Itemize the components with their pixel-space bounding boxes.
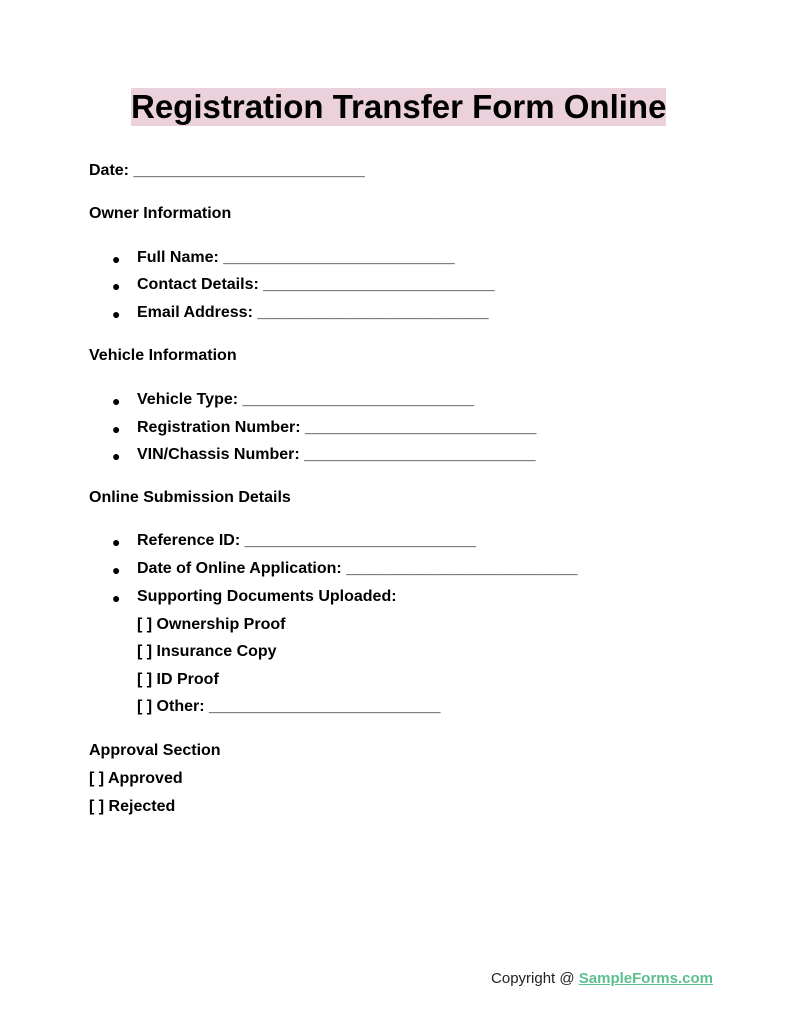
bullet-icon: ●: [112, 306, 121, 322]
field-label: Reference ID:: [137, 532, 241, 549]
field-blank[interactable]: __________________________: [346, 560, 578, 577]
vehicle-type-field[interactable]: [137, 391, 474, 409]
registration-number-field[interactable]: [137, 419, 536, 437]
checkbox-approved[interactable]: [ ] Approved: [89, 770, 183, 787]
field-label: Contact Details:: [137, 276, 259, 293]
date-label: Date:: [89, 162, 130, 179]
bullet-icon: ●: [112, 534, 121, 550]
bullet-icon: ●: [112, 448, 121, 464]
page-title: Registration Transfer Form Online: [131, 88, 667, 125]
bullet-icon: ●: [112, 251, 121, 267]
checkbox-other[interactable]: [137, 698, 440, 716]
vin-chassis-number-field[interactable]: [137, 446, 536, 464]
date-blank[interactable]: __________________________: [133, 162, 365, 179]
full-name-field[interactable]: [137, 249, 455, 267]
field-label: Date of Online Application:: [137, 560, 342, 577]
bullet-icon: ●: [112, 590, 121, 606]
contact-details-field[interactable]: [137, 276, 495, 294]
field-blank[interactable]: __________________________: [242, 391, 474, 408]
reference-id-field[interactable]: [137, 532, 476, 550]
bullet-icon: ●: [112, 393, 121, 409]
field-blank[interactable]: __________________________: [244, 532, 476, 549]
owner-heading: Owner Information: [89, 205, 232, 222]
field-blank[interactable]: __________________________: [223, 249, 455, 266]
field-label: Full Name:: [137, 249, 219, 266]
field-blank[interactable]: __________________________: [257, 304, 489, 321]
field-blank[interactable]: __________________________: [304, 446, 536, 463]
date-field[interactable]: [89, 162, 365, 180]
checkbox-ownership-proof[interactable]: [ ] Ownership Proof: [137, 616, 286, 633]
field-label: VIN/Chassis Number:: [137, 446, 300, 463]
bullet-icon: ●: [112, 278, 121, 294]
field-label: Registration Number:: [137, 419, 301, 436]
field-label: Vehicle Type:: [137, 391, 239, 408]
approval-heading: Approval Section: [89, 742, 221, 759]
field-blank[interactable]: __________________________: [305, 419, 537, 436]
field-label: [ ] Other:: [137, 698, 205, 715]
checkbox-rejected[interactable]: [ ] Rejected: [89, 798, 176, 815]
field-label: Email Address:: [137, 304, 253, 321]
checkbox-id-proof[interactable]: [ ] ID Proof: [137, 671, 219, 688]
field-blank[interactable]: __________________________: [263, 276, 495, 293]
sampleforms-link[interactable]: SampleForms.com: [578, 970, 713, 987]
copyright-footer: [491, 969, 713, 989]
bullet-icon: ●: [112, 421, 121, 437]
application-date-field[interactable]: [137, 560, 578, 578]
bullet-icon: ●: [112, 562, 121, 578]
copyright-text: Copyright @: [491, 970, 579, 987]
vehicle-heading: Vehicle Information: [89, 347, 237, 364]
checkbox-insurance-copy[interactable]: [ ] Insurance Copy: [137, 643, 277, 660]
email-address-field[interactable]: [137, 304, 489, 322]
online-heading: Online Submission Details: [89, 489, 291, 506]
field-blank[interactable]: __________________________: [209, 698, 441, 715]
supporting-documents-label: Supporting Documents Uploaded:: [137, 588, 397, 605]
